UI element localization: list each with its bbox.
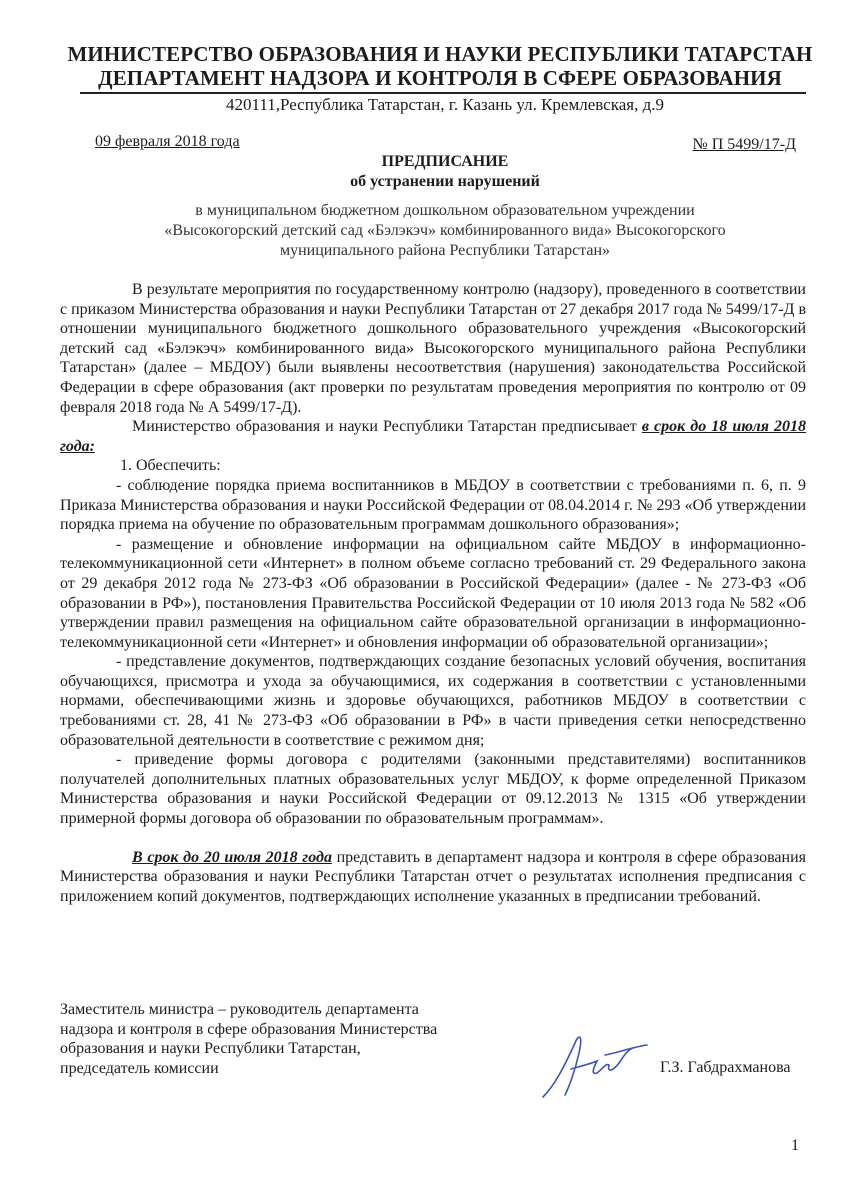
document-number: № П 5499/17-Д [692,136,796,153]
item-1: 1. Обеспечить: [120,457,221,475]
institution-line-1: в муниципальном бюджетном дошкольном образовательном учреждении [195,202,695,219]
requirement-4: - приведение формы договора с родителями (законными представителями) воспитанников получателей дополнительных платных образовательных услуг МБДОУ, к форме определенной Приказом Министерства образования и науки Российской Федерации от 09.12.2013 № 1315 «Об утверждении примерной формы договора об образовании по образовательным программам». [60,751,806,828]
paragraph-findings: В результате мероприятия по государственному контролю (надзору), проведенного в соответствии с приказом Министерства образования и науки Республики Татарстан от 27 декабря 2017 года № 5499/17-Д в отношении муниципального бюджетного дошкольного образовательного учреждения «Высокогорский детский сад «Бэлэкэч» комбинированного вида» Высокогорского муниципального района Республики Татарстан» (далее – МБДОУ) были выявлены несоответствия (нарушения) законодательства Российской Федерации в сфере образования (акт проверки по результатам проведения мероприятия по контролю от 09 февраля 2018 года № А 5499/17-Д). [60,281,806,416]
ministry-name: МИНИСТЕРСТВО ОБРАЗОВАНИЯ И НАУКИ РЕСПУБЛИКИ ТАТАРСТАН [67,42,813,66]
document-body [60,280,806,906]
address: 420111,Республика Татарстан, г. Казань ул. Кремлевская, д.9 [225,95,664,114]
header-divider [80,92,806,94]
report-deadline: В срок до 20 июля 2018 года [132,848,332,866]
document-date: 09 февраля 2018 года [95,133,240,150]
requirement-2: - размещение и обновление информации на официальном сайте МБДОУ в информационно-телекоммуникационной сети «Интернет» в полном объеме согласно требований ст. 29 Федерального закона от 29 декабря 2012 года № 273-ФЗ «Об образовании в Российской Федерации» (далее - № 273-ФЗ «Об образовании в РФ»), постановления Правительства Российской Федерации от 10 июля 2013 года № 582 «Об утверждении правил размещения на официальном сайте образовательной организации в информационно-телекоммуникационной сети «Интернет» и обновления информации об образовательной организации»; [60,535,806,651]
paragraph-report [60,848,806,907]
order-text: Министерство образования и науки Республики Татарстан предписывает [132,418,642,436]
signatory-line-4: председатель комиссии [60,1059,219,1077]
signatory-name: Г.З. Габдрахманова [660,1059,791,1076]
signatory-line-3: образования и науки Республики Татарстан, [60,1040,361,1058]
paragraph-order [60,417,806,456]
report-text: представить в департамент надзора и контроля в сфере образования Министерства образования и науки Республики Татарстан отчет о результатах исполнения предписания с приложением копий документов, подтверждающих исполнение указанных в предписании требований. [60,848,807,905]
page-number: 1 [791,1137,799,1154]
document-subtitle: об устранении нарушений [350,173,540,190]
signatory-line-1: Заместитель министра – руководитель департамента [60,1001,419,1018]
order-deadline: в срок до 18 июля 2018 года: [60,418,806,455]
requirement-3: - представление документов, подтверждающих создание безопасных условий обучения, воспитания обучающихся, присмотра и ухода за обучающимися, их содержания в соответствии с установленными нормами, обеспечивающими жизнь и здоровье обучающихся, работников МБДОУ в соответствии с требованиями ст. 28, 41 № 273-ФЗ «Об образовании в РФ» в части приведения сетки непосредственно образовательной деятельности в соответствие с режимом дня; [60,653,806,749]
handwritten-signature [535,1025,655,1105]
institution-line-2: «Высокогорский детский сад «Бэлэкэч» комбинированного вида» Высокогорского [164,222,726,239]
document-title: ПРЕДПИСАНИЕ [381,153,509,170]
institution-line-3: муниципального района Республики Татарстан» [279,242,611,259]
signatory-block [60,1000,437,1078]
requirement-1: - соблюдение порядка приема воспитанников в МБДОУ в соответствии с требованиями п. 6, п. 9 Приказа Министерства образования и науки Российской Федерации от 08.04.2014 г. № 293 «Об утверждении порядка приема на обучение по образовательным программам дошкольного образования»; [60,476,806,534]
signatory-line-2: надзора и контроля в сфере образования Министерства [60,1020,438,1038]
department-name: ДЕПАРТАМЕНТ НАДЗОРА И КОНТРОЛЯ В СФЕРЕ ОБРАЗОВАНИЯ [98,66,782,90]
